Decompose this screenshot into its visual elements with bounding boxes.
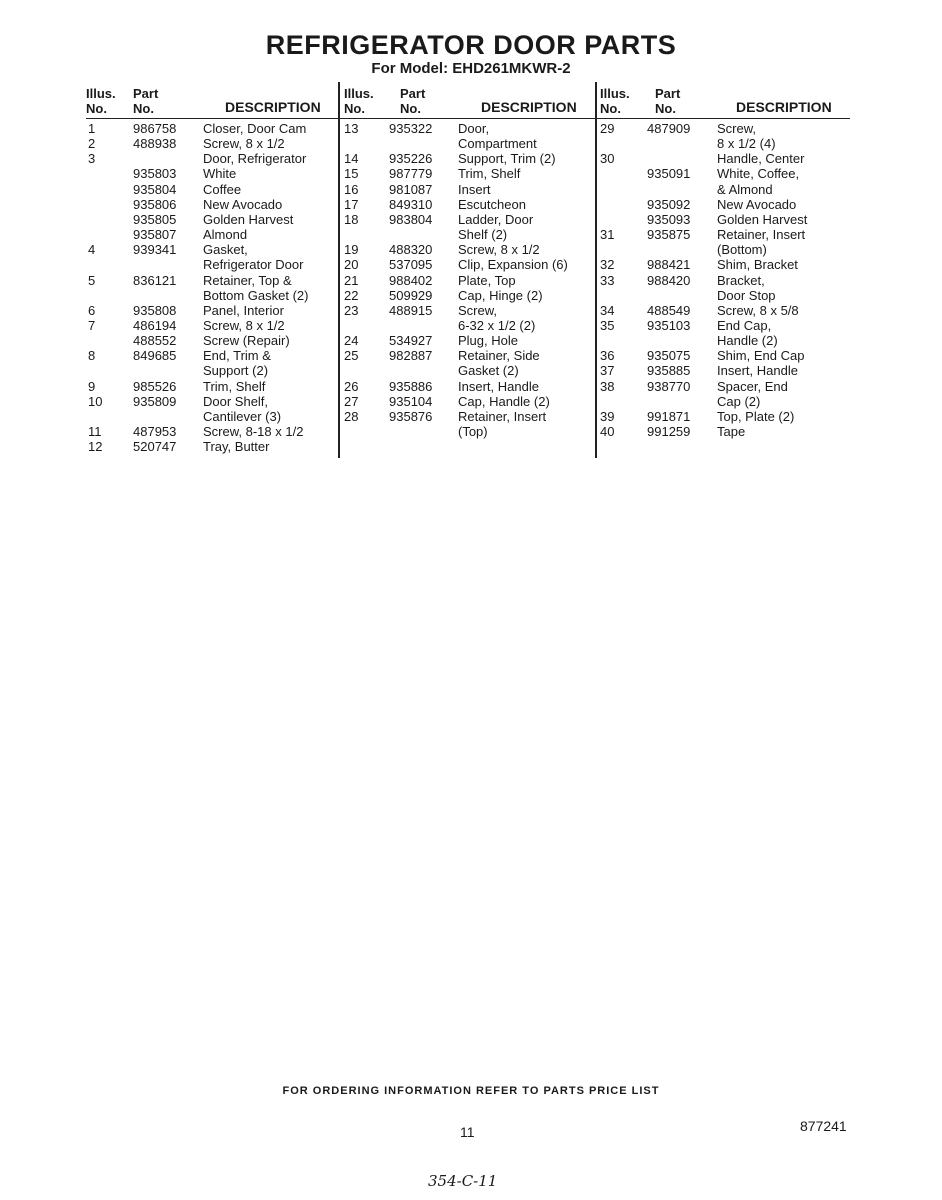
part-number: 849310 xyxy=(389,196,433,212)
part-number: 935808 xyxy=(133,302,177,318)
illus-number: 22 xyxy=(344,287,359,303)
part-number: 935091 xyxy=(647,166,691,182)
part-description: Shim, Bracket xyxy=(717,257,798,273)
part-number: 935075 xyxy=(647,348,691,364)
part-description: Ladder, Door xyxy=(458,211,534,227)
illus-number: 28 xyxy=(344,408,359,424)
illus-number: 20 xyxy=(344,257,359,273)
illus-number: 23 xyxy=(344,302,359,318)
part-number: 939341 xyxy=(133,242,177,258)
illus-number: 18 xyxy=(344,211,359,227)
part-number: 935886 xyxy=(389,378,433,394)
page-title: REFRIGERATOR DOOR PARTS xyxy=(265,30,677,60)
part-description: Screw, 8 x 1/2 xyxy=(203,136,285,152)
part-description: Trim, Shelf xyxy=(203,378,266,394)
part-number: 849685 xyxy=(133,348,177,364)
part-number: 520747 xyxy=(133,439,177,455)
part-description: Screw, 8 x 5/8 xyxy=(717,302,799,318)
part-number: 935875 xyxy=(647,227,691,243)
part-description: Compartment xyxy=(458,136,537,152)
illus-number: 4 xyxy=(88,242,96,258)
part-description: Retainer, Top & xyxy=(203,272,292,288)
part-header: Part No. xyxy=(400,86,426,116)
illus-number: 33 xyxy=(600,272,615,288)
part-description: Shelf (2) xyxy=(458,227,508,243)
part-number: 488915 xyxy=(389,302,433,318)
part-number: 985526 xyxy=(133,378,177,394)
illus-number: 13 xyxy=(344,121,359,136)
part-number: 935804 xyxy=(133,181,177,197)
part-description: Support, Trim (2) xyxy=(458,151,556,167)
part-description: Panel, Interior xyxy=(203,302,284,318)
part-number: 935226 xyxy=(389,151,433,167)
part-description: Cap, Hinge (2) xyxy=(458,287,543,303)
column-divider xyxy=(595,82,597,458)
illus-number: 24 xyxy=(344,333,359,349)
illus-number: 37 xyxy=(600,363,615,379)
part-number: 982887 xyxy=(389,348,433,364)
part-number: 935876 xyxy=(389,408,433,424)
illus-number: 39 xyxy=(600,408,615,424)
part-number: 935092 xyxy=(647,196,691,212)
part-header: Part No. xyxy=(133,86,159,116)
column-divider xyxy=(338,82,340,458)
illus-number: 1 xyxy=(88,121,96,136)
part-number: 991871 xyxy=(647,408,691,424)
illus-number: 9 xyxy=(88,378,96,394)
part-description: End Cap, xyxy=(717,317,772,333)
part-description: Screw, 8-18 x 1/2 xyxy=(203,424,304,439)
part-number: 935809 xyxy=(133,393,177,409)
model-subtitle: For Model: EHD261MKWR-2 xyxy=(371,60,571,77)
part-number: 935093 xyxy=(647,211,691,227)
part-description: Cap, Handle (2) xyxy=(458,393,550,409)
illus-number: 7 xyxy=(88,317,96,333)
illus-number: 19 xyxy=(344,242,359,258)
part-description: Screw, xyxy=(717,121,757,136)
illus-number: 14 xyxy=(344,151,359,167)
part-description: Handle (2) xyxy=(717,333,778,349)
illus-number: 8 xyxy=(88,348,96,364)
part-description: Plate, Top xyxy=(458,272,516,288)
part-description: Almond xyxy=(203,227,248,243)
part-header: Part No. xyxy=(655,86,681,116)
part-description: Insert, Handle xyxy=(717,363,798,379)
part-number: 488552 xyxy=(133,333,177,349)
part-description: White, Coffee, xyxy=(717,166,800,182)
illus-number: 21 xyxy=(344,272,359,288)
part-description: Gasket, xyxy=(203,242,248,258)
illus-header: Illus. No. xyxy=(344,86,374,116)
part-number: 983804 xyxy=(389,211,433,227)
part-description: Gasket (2) xyxy=(458,363,519,379)
ordering-note: FOR ORDERING INFORMATION REFER TO PARTS PRICE LIST xyxy=(282,1085,660,1097)
description-header: DESCRIPTION xyxy=(225,99,321,115)
part-description: Bracket, xyxy=(717,272,765,288)
handwritten-note: 354-C-11 xyxy=(428,1172,498,1190)
part-number: 488320 xyxy=(389,242,433,258)
part-number: 488549 xyxy=(647,302,691,318)
illus-number: 35 xyxy=(600,317,615,333)
part-number: 988421 xyxy=(647,257,691,273)
part-description: Closer, Door Cam xyxy=(203,121,307,136)
illus-header: Illus. No. xyxy=(600,86,630,116)
part-description: Door, Refrigerator xyxy=(203,151,307,167)
part-description: Spacer, End xyxy=(717,378,788,394)
part-description: Tape xyxy=(717,424,746,439)
part-description: Door, xyxy=(458,121,490,136)
part-description: 6-32 x 1/2 (2) xyxy=(458,317,536,333)
part-number: 935807 xyxy=(133,227,177,243)
part-description: Top, Plate (2) xyxy=(717,408,795,424)
part-description: (Top) xyxy=(458,424,488,439)
part-description: 8 x 1/2 (4) xyxy=(717,136,776,152)
illus-number: 38 xyxy=(600,378,615,394)
illus-number: 16 xyxy=(344,181,359,197)
part-number: 486194 xyxy=(133,317,177,333)
part-number: 537095 xyxy=(389,257,433,273)
part-description: Trim, Shelf xyxy=(458,166,521,182)
illus-number: 29 xyxy=(600,121,615,136)
illus-number: 5 xyxy=(88,272,96,288)
part-description: Insert xyxy=(458,181,491,197)
part-description: Bottom Gasket (2) xyxy=(203,287,309,303)
part-number: 935103 xyxy=(647,317,691,333)
part-number: 988420 xyxy=(647,272,691,288)
part-description: Escutcheon xyxy=(458,196,526,212)
part-description: Cap (2) xyxy=(717,393,761,409)
part-description: Door Stop xyxy=(717,287,776,303)
part-description: (Bottom) xyxy=(717,242,767,258)
part-description: Clip, Expansion (6) xyxy=(458,257,568,273)
part-description: Insert, Handle xyxy=(458,378,539,394)
part-number: 935322 xyxy=(389,121,433,136)
illus-number: 17 xyxy=(344,196,359,212)
part-description: Tray, Butter xyxy=(203,439,270,455)
part-description: End, Trim & xyxy=(203,348,271,364)
illus-number: 6 xyxy=(88,302,96,318)
part-number: 986758 xyxy=(133,121,177,136)
part-description: Retainer, Insert xyxy=(458,408,547,424)
part-number: 487909 xyxy=(647,121,691,136)
part-number: 935805 xyxy=(133,211,177,227)
part-number: 534927 xyxy=(389,333,433,349)
part-number: 935104 xyxy=(389,393,433,409)
illus-number: 27 xyxy=(344,393,359,409)
part-description: New Avocado xyxy=(203,196,283,212)
illus-number: 15 xyxy=(344,166,359,182)
part-description: Retainer, Insert xyxy=(717,227,806,243)
part-description: Screw, 8 x 1/2 xyxy=(458,242,540,258)
part-number: 487953 xyxy=(133,424,177,439)
part-description: & Almond xyxy=(717,181,773,197)
part-description: Handle, Center xyxy=(717,151,805,167)
part-number: 836121 xyxy=(133,272,177,288)
part-number: 935806 xyxy=(133,196,177,212)
part-number: 981087 xyxy=(389,181,433,197)
part-description: Refrigerator Door xyxy=(203,257,304,273)
part-number: 938770 xyxy=(647,378,691,394)
part-number: 509929 xyxy=(389,287,433,303)
part-number: 991259 xyxy=(647,424,691,439)
part-number: 488938 xyxy=(133,136,177,152)
part-description: Door Shelf, xyxy=(203,393,269,409)
part-description: Coffee xyxy=(203,181,242,197)
illus-number: 10 xyxy=(88,393,103,409)
part-description: Retainer, Side xyxy=(458,348,540,364)
part-number: 987779 xyxy=(389,166,433,182)
header-rule xyxy=(86,118,850,119)
part-description: Screw, xyxy=(458,302,498,318)
description-header: DESCRIPTION xyxy=(736,99,832,115)
part-description: White xyxy=(203,166,237,182)
description-header: DESCRIPTION xyxy=(481,99,577,115)
illus-header: Illus. No. xyxy=(86,86,116,116)
illus-number: 36 xyxy=(600,348,615,364)
part-number: 935885 xyxy=(647,363,691,379)
part-description: Cantilever (3) xyxy=(203,408,282,424)
part-description: Golden Harvest xyxy=(203,211,294,227)
page-number: 11 xyxy=(460,1124,475,1140)
illus-number: 25 xyxy=(344,348,359,364)
illus-number: 2 xyxy=(88,136,96,152)
part-description: Plug, Hole xyxy=(458,333,518,349)
illus-number: 40 xyxy=(600,424,615,439)
part-description: New Avocado xyxy=(717,196,797,212)
illus-number: 3 xyxy=(88,151,96,167)
illus-number: 30 xyxy=(600,151,615,167)
part-description: Support (2) xyxy=(203,363,269,379)
illus-number: 32 xyxy=(600,257,615,273)
part-description: Screw (Repair) xyxy=(203,333,290,349)
part-description: Shim, End Cap xyxy=(717,348,805,364)
illus-number: 11 xyxy=(88,424,102,439)
illus-number: 26 xyxy=(344,378,359,394)
part-number: 935803 xyxy=(133,166,177,182)
part-description: Golden Harvest xyxy=(717,211,808,227)
illus-number: 31 xyxy=(600,227,615,243)
part-description: Screw, 8 x 1/2 xyxy=(203,317,285,333)
part-number: 988402 xyxy=(389,272,433,288)
illus-number: 12 xyxy=(88,439,103,455)
document-number: 877241 xyxy=(800,1118,847,1134)
illus-number: 34 xyxy=(600,302,615,318)
